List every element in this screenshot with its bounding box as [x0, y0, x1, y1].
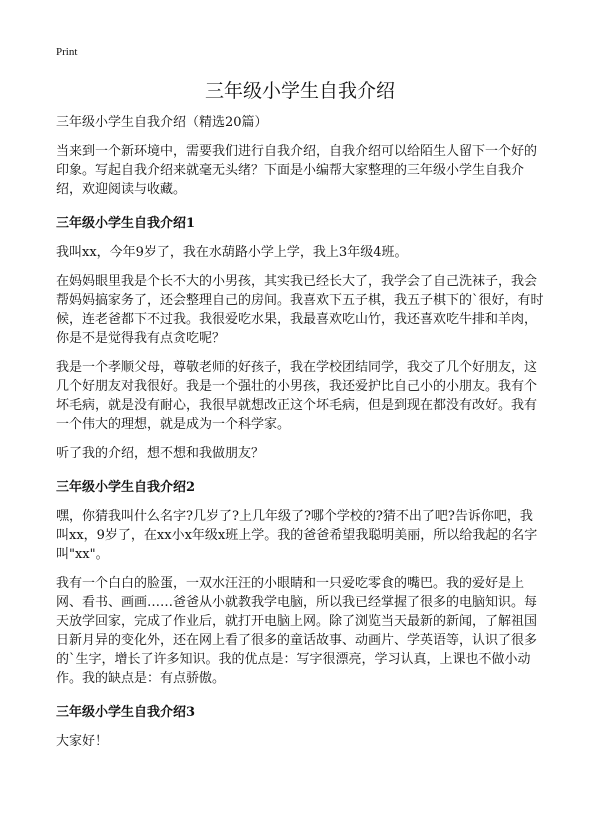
section-paragraph: 嘿，你猜我叫什么名字?几岁了?上几年级了?哪个学校的?猜不出了吧?告诉你吧，我叫xx，9岁了，在xx小x年级x班上学。我的爸爸希望我聪明美丽，所以给我起的名字叫"xx"。 — [56, 509, 538, 562]
subtitle: 三年级小学生自我介绍（精选20篇） — [56, 115, 268, 130]
section-heading: 三年级小学生自我介绍1 — [56, 216, 196, 231]
section-heading: 三年级小学生自我介绍2 — [56, 480, 196, 495]
section-paragraph: 我有一个白白的脸蛋，一双水汪汪的小眼睛和一只爱吃零食的嘴巴。我的爱好是上网、看书、画画……爸爸从小就教我学电脑，所以我已经掌握了很多的电脑知识。每天放学回家，完成了作业后，就打开电脑上网。除了浏览当天最新的新闻，了解祖国日新月异的变化外，还在网上看了很多的童话故事、动画片、学英语等，认识了很多的`生字，增长了许多知识。我的优点是：写字很漂亮，学习认真，上课也不做小动作。我的缺点是：有点骄傲。 — [56, 576, 538, 686]
section-paragraph: 在妈妈眼里我是个长不大的小男孩，其实我已经长大了，我学会了自己洗袜子，我会帮妈妈搞家务了，还会整理自己的房间。我喜欢下五子棋，我五子棋下的`很好，有时候，连老爸都下不过我。我很爱吃水果，我最喜欢吃山竹，我还喜欢吃牛排和羊肉，你是不是觉得我有点贪吃呢？ — [56, 274, 544, 346]
intro-paragraph: 当来到一个新环境中，需要我们进行自我介绍，自我介绍可以给陌生人留下一个好的印象。写起自我介绍来就毫无头绪？下面是小编帮大家整理的三年级小学生自我介绍，欢迎阅读与收藏。 — [56, 144, 538, 197]
print-label[interactable]: Print — [56, 46, 78, 58]
page-title: 三年级小学生自我介绍 — [204, 80, 395, 102]
section-paragraph: 我是一个孝顺父母，尊敬老师的好孩子，我在学校团结同学，我交了几个好朋友，这几个好朋友对我很好。我是一个强壮的小男孩，我还爱护比自己小的小朋友。我有个坏毛病，就是没有耐心，我很早就想改正这个坏毛病，但是到现在都没有改好。我有一个伟大的理想，就是成为一个科学家。 — [56, 360, 538, 432]
section-2 — [56, 478, 544, 688]
section-heading: 三年级小学生自我介绍3 — [56, 705, 196, 720]
section-3 — [56, 703, 544, 751]
section-paragraph: 大家好！ — [56, 734, 109, 749]
section-1 — [56, 214, 544, 463]
section-paragraph: 我叫xx，今年9岁了，我在水葫路小学上学，我上3年级4班。 — [56, 245, 408, 260]
section-paragraph: 听了我的介绍，想不想和我做朋友？ — [56, 446, 265, 461]
